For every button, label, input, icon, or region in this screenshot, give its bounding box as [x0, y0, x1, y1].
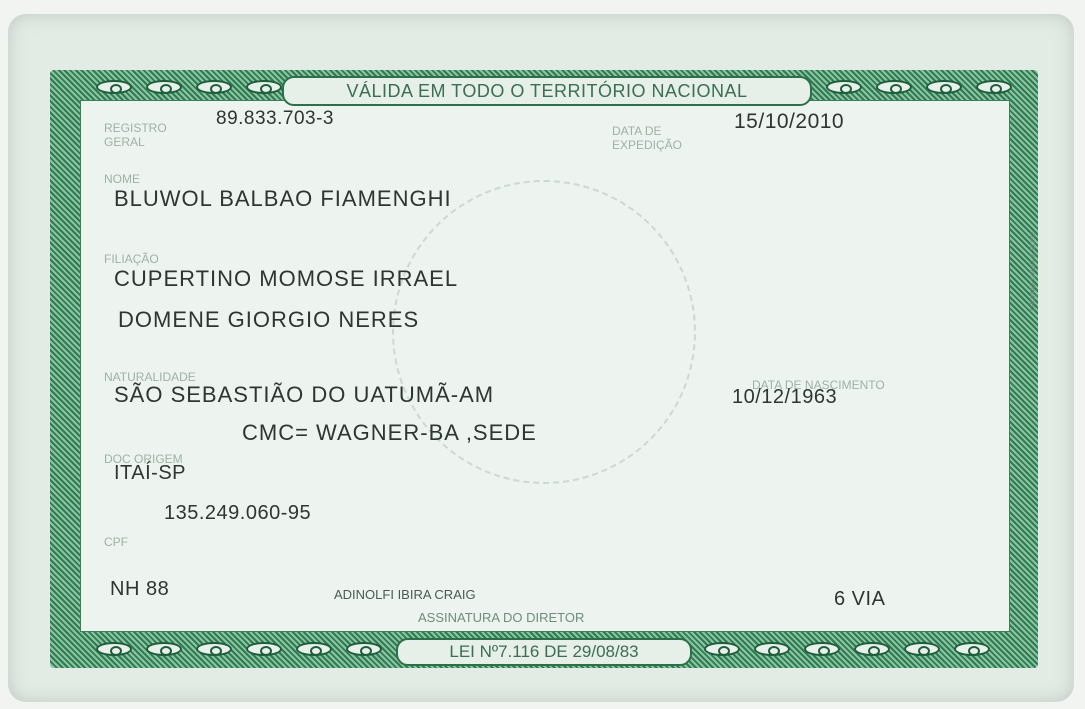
ornament-icon	[704, 642, 740, 656]
ornament-icon	[96, 642, 132, 656]
bottom-left-ornaments	[96, 642, 382, 656]
top-right-ornaments	[826, 80, 1012, 94]
footer-code: NH 88	[110, 578, 170, 600]
ornament-icon	[854, 642, 890, 656]
registro-geral-value: 89.833.703-3	[216, 108, 334, 129]
filiacao-label: FILIAÇÃO	[104, 252, 159, 266]
data-nascimento-value: 10/12/1963	[732, 386, 838, 408]
ornament-icon	[196, 642, 232, 656]
ornament-icon	[146, 80, 182, 94]
ornament-icon	[346, 642, 382, 656]
doc-origem-label: DOC ORIGEM	[104, 452, 183, 466]
nome-value: BLUWOL BALBAO FIAMENGHI	[114, 186, 452, 211]
ornament-icon	[296, 642, 332, 656]
data-nascimento-label: DATA DE NASCIMENTO	[752, 378, 885, 392]
bottom-right-ornaments	[704, 642, 990, 656]
ornament-icon	[876, 80, 912, 94]
ornament-icon	[926, 80, 962, 94]
ornament-icon	[804, 642, 840, 656]
ornament-icon	[976, 80, 1012, 94]
data-expedicao-label: DATA DE EXPEDIÇÃO	[612, 124, 683, 152]
cmc-value: CMC= WAGNER-BA ,SEDE	[242, 420, 537, 445]
data-expedicao-value: 15/10/2010	[734, 110, 845, 133]
validity-banner: VÁLIDA EM TODO O TERRITÓRIO NACIONAL	[282, 76, 812, 106]
top-left-ornaments	[96, 80, 282, 94]
naturalidade-label: NATURALIDADE	[104, 370, 196, 384]
director-name: ADINOLFI IBIRA CRAIG	[334, 587, 476, 602]
ornament-icon	[246, 80, 282, 94]
cpf-value: 135.249.060-95	[164, 502, 312, 524]
nome-label: NOME	[104, 172, 140, 186]
cpf-label: CPF	[104, 535, 128, 549]
ornament-icon	[904, 642, 940, 656]
printer-mark: THOMAS GREG & SONS	[1030, 231, 1037, 312]
ornament-icon	[96, 80, 132, 94]
naturalidade-value: SÃO SEBASTIÃO DO UATUMÃ-AM	[114, 382, 495, 407]
ornament-icon	[754, 642, 790, 656]
filiacao-mother: DOMENE GIORGIO NERES	[118, 307, 420, 332]
ornament-icon	[246, 642, 282, 656]
filiacao-father: CUPERTINO MOMOSE IRRAEL	[114, 266, 459, 291]
law-banner: LEI Nº7.116 DE 29/08/83	[396, 638, 692, 666]
registro-geral-label: REGISTRO GERAL	[104, 121, 167, 149]
doc-origem-value: ITAÍ-SP	[114, 462, 187, 484]
ornament-icon	[954, 642, 990, 656]
via-number: 6 VIA	[834, 588, 886, 610]
ornament-icon	[826, 80, 862, 94]
director-signature-label: ASSINATURA DO DIRETOR	[418, 610, 585, 625]
ornament-icon	[146, 642, 182, 656]
ornament-icon	[196, 80, 232, 94]
